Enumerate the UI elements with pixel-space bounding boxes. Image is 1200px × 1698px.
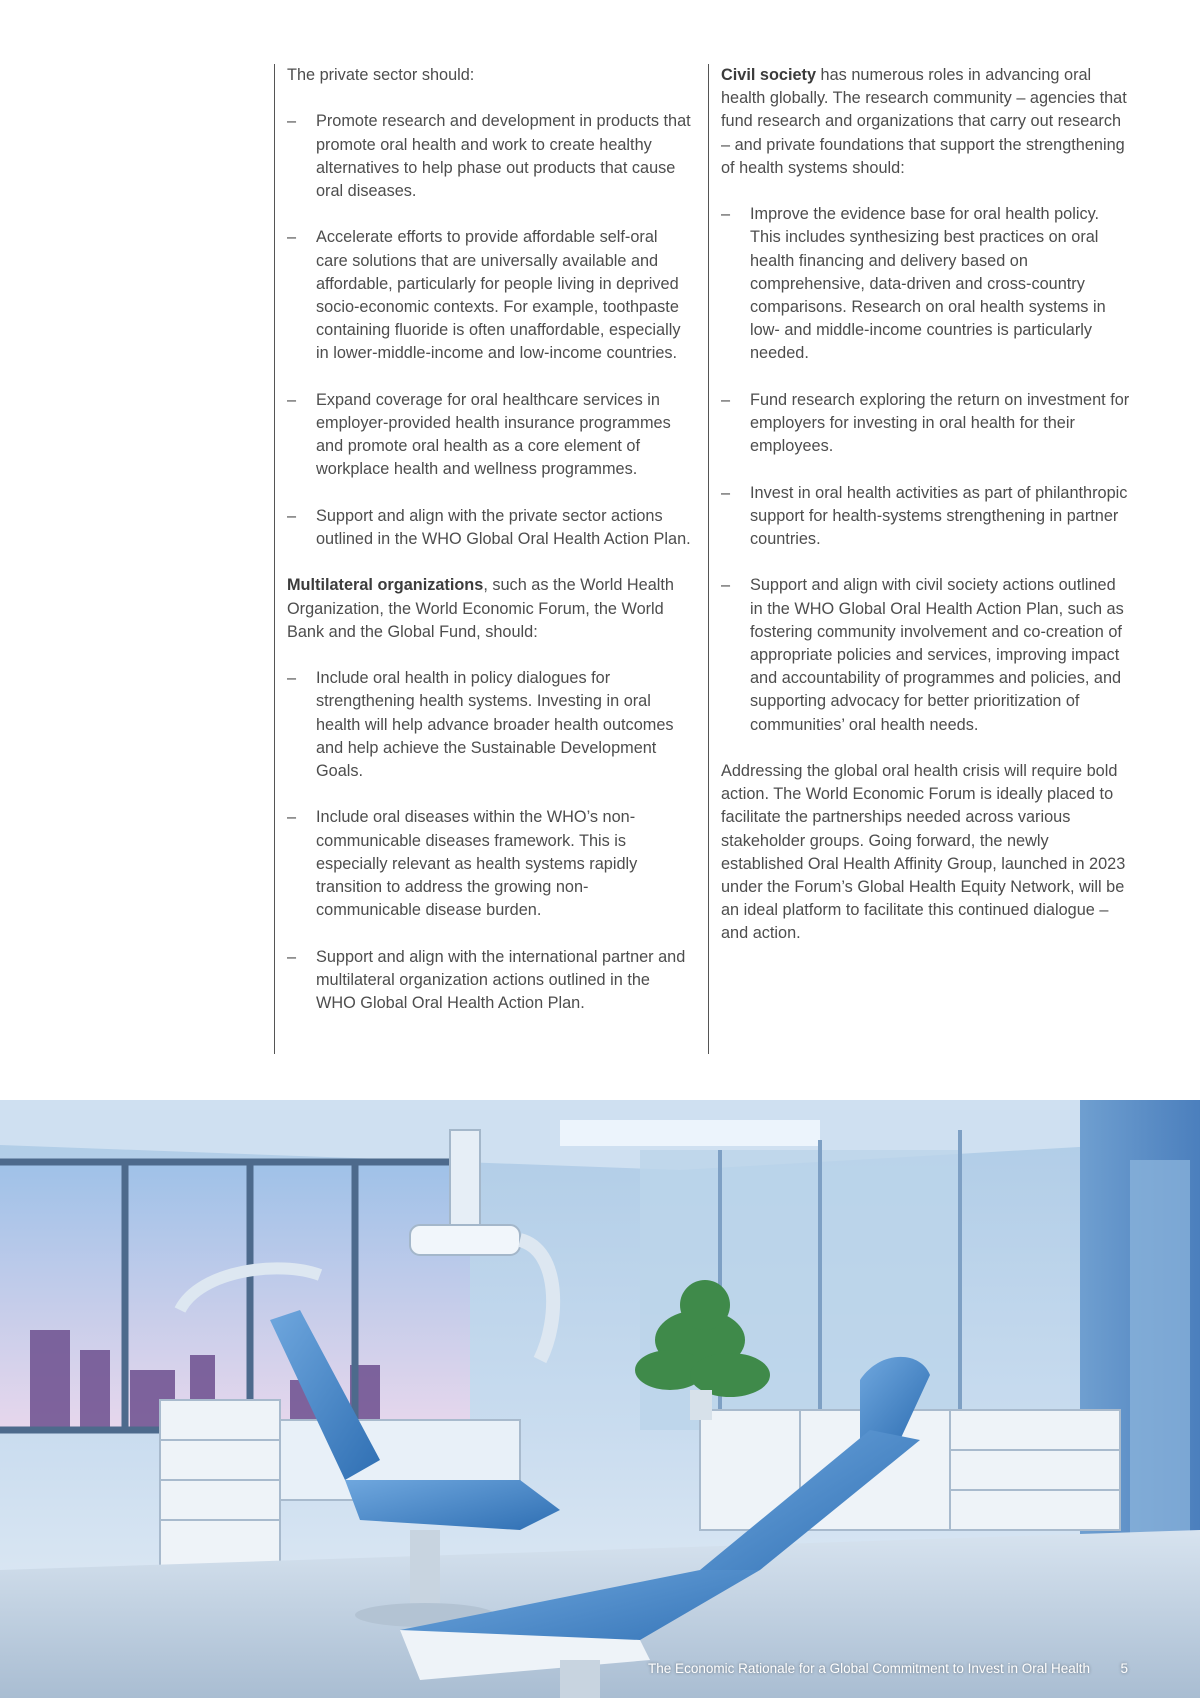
list-item: – Promote research and development in products that promote oral health and work to create healthy alternatives to help phase out products that cause oral diseases. — [287, 110, 692, 203]
list-item: – Support and align with the international partner and multilateral organization actions outlined in the WHO Global Oral Health Action Plan. — [287, 946, 692, 1016]
list-item: – Expand coverage for oral healthcare services in employer-provided health insurance programmes and promote oral health as a core element of workplace health and wellness programmes. — [287, 389, 692, 482]
list-item: – Support and align with civil society actions outlined in the WHO Global Oral Health Action Plan, such as fostering community involvement and co-creation of appropriate policies and services, improving impact and accountability of programmes and policies, and supporting advocacy for better prioritization of communities’ oral health needs. — [721, 574, 1131, 736]
closing-paragraph: Addressing the global oral health crisis will require bold action. The World Economic Forum is ideally placed to facilitate the partnerships needed across various stakeholder groups. Going forward, the newly established Oral Health Affinity Group, launched in 2023 under the Forum’s Global Health Equity Network, will be an ideal platform to facilitate this continued dialogue – and action. — [721, 762, 1126, 943]
multilateral-text: , such as the World Health Organization, the World Economic Forum, the World Bank and the Global Fund, should: — [287, 576, 674, 641]
list-item: – Support and align with the private sector actions outlined in the WHO Global Oral Health Action Plan. — [287, 505, 692, 551]
right-column — [708, 64, 1131, 1054]
private-sector-list — [287, 110, 692, 551]
multilateral-heading: Multilateral organizations — [287, 576, 484, 595]
footer-title: The Economic Rationale for a Global Commitment to Invest in Oral Health — [648, 1661, 1090, 1676]
list-item: – Fund research exploring the return on investment for employers for investing in oral health for their employees. — [721, 389, 1131, 459]
civil-society-text: has numerous roles in advancing oral health globally. The research community – agencies that fund research and organizations that carry out research – and private foundations that support the strengthening of health systems should: — [721, 66, 1127, 177]
page-number: 5 — [1120, 1661, 1128, 1676]
civil-society-list — [721, 203, 1131, 737]
dental-clinic-illustration — [0, 1100, 1200, 1698]
left-column — [274, 64, 692, 1054]
civil-society-intro — [721, 64, 1131, 180]
list-item: – Invest in oral health activities as part of philanthropic support for health-systems strengthening in partner countries. — [721, 482, 1131, 552]
page-footer — [0, 1658, 1200, 1682]
dental-clinic-photo — [0, 1100, 1200, 1698]
private-sector-intro: The private sector should: — [287, 66, 475, 84]
list-item: – Include oral diseases within the WHO’s non-communicable diseases framework. This is especially relevant as health systems rapidly transition to address the growing non-communicable disease burden. — [287, 806, 692, 922]
civil-society-heading: Civil society — [721, 66, 817, 84]
multilateral-intro — [287, 574, 692, 644]
list-item: – Include oral health in policy dialogues for strengthening health systems. Investing in oral health will help advance broader health outcomes and help achieve the Sustainable Development Goals. — [287, 667, 692, 783]
list-item: – Accelerate efforts to provide affordable self-oral care solutions that are universally available and affordable, particularly for people living in deprived socio-economic contexts. For example, toothpaste containing fluoride is often unaffordable, especially in lower-middle-income and low-income countries. — [287, 226, 692, 365]
multilateral-list — [287, 667, 692, 1015]
list-item: – Improve the evidence base for oral health policy. This includes synthesizing best practices on oral health financing and delivery based on comprehensive, data-driven and cross-country comparisons. Research on oral health systems in low- and middle-income countries is particularly needed. — [721, 203, 1131, 365]
